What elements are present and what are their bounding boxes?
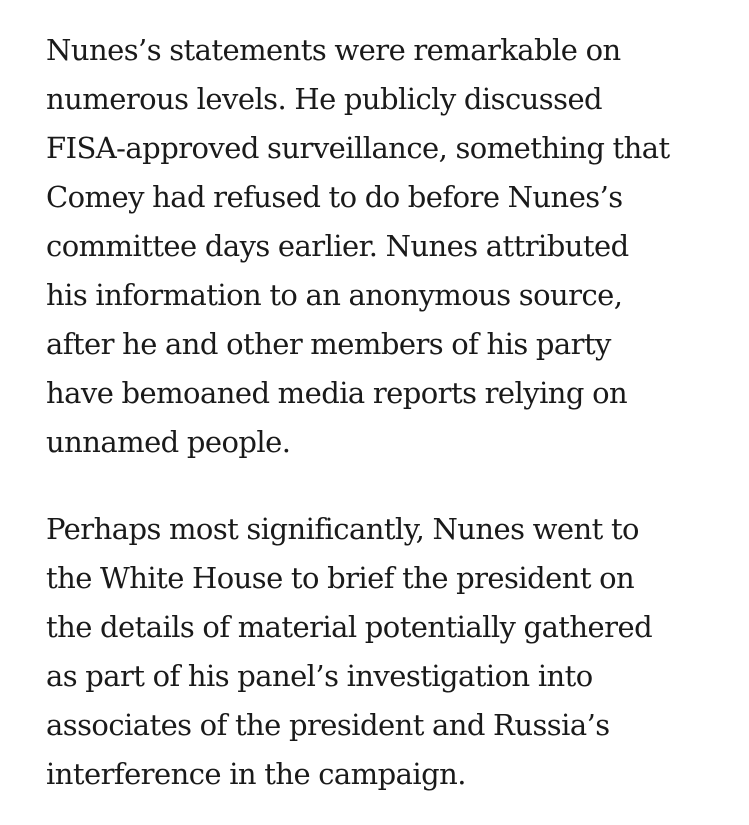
text-line: Comey had refused to do before Nunes’s: [46, 180, 623, 214]
text-line: the White House to brief the president on: [46, 561, 635, 595]
text-line: associates of the president and Russia’s: [46, 708, 610, 742]
text-line: his information to an anonymous source,: [46, 278, 623, 312]
text-line: Nunes’s statements were remarkable on: [46, 33, 621, 67]
text-line: after he and other members of his party: [46, 327, 611, 361]
article-body: [46, 26, 736, 799]
text-line: FISA-approved surveillance, something that: [46, 131, 670, 165]
paragraph-1: [46, 26, 736, 467]
text-line: Perhaps most significantly, Nunes went to: [46, 512, 639, 546]
text-line: committee days earlier. Nunes attributed: [46, 229, 629, 263]
text-line: as part of his panel’s investigation into: [46, 659, 593, 693]
text-line: numerous levels. He publicly discussed: [46, 82, 603, 116]
text-line: unnamed people.: [46, 425, 291, 459]
text-line: the details of material potentially gathered: [46, 610, 653, 644]
paragraph-2: [46, 505, 736, 799]
text-line: have bemoaned media reports relying on: [46, 376, 628, 410]
paragraph-spacer: [46, 467, 736, 505]
text-line: interference in the campaign.: [46, 757, 466, 791]
